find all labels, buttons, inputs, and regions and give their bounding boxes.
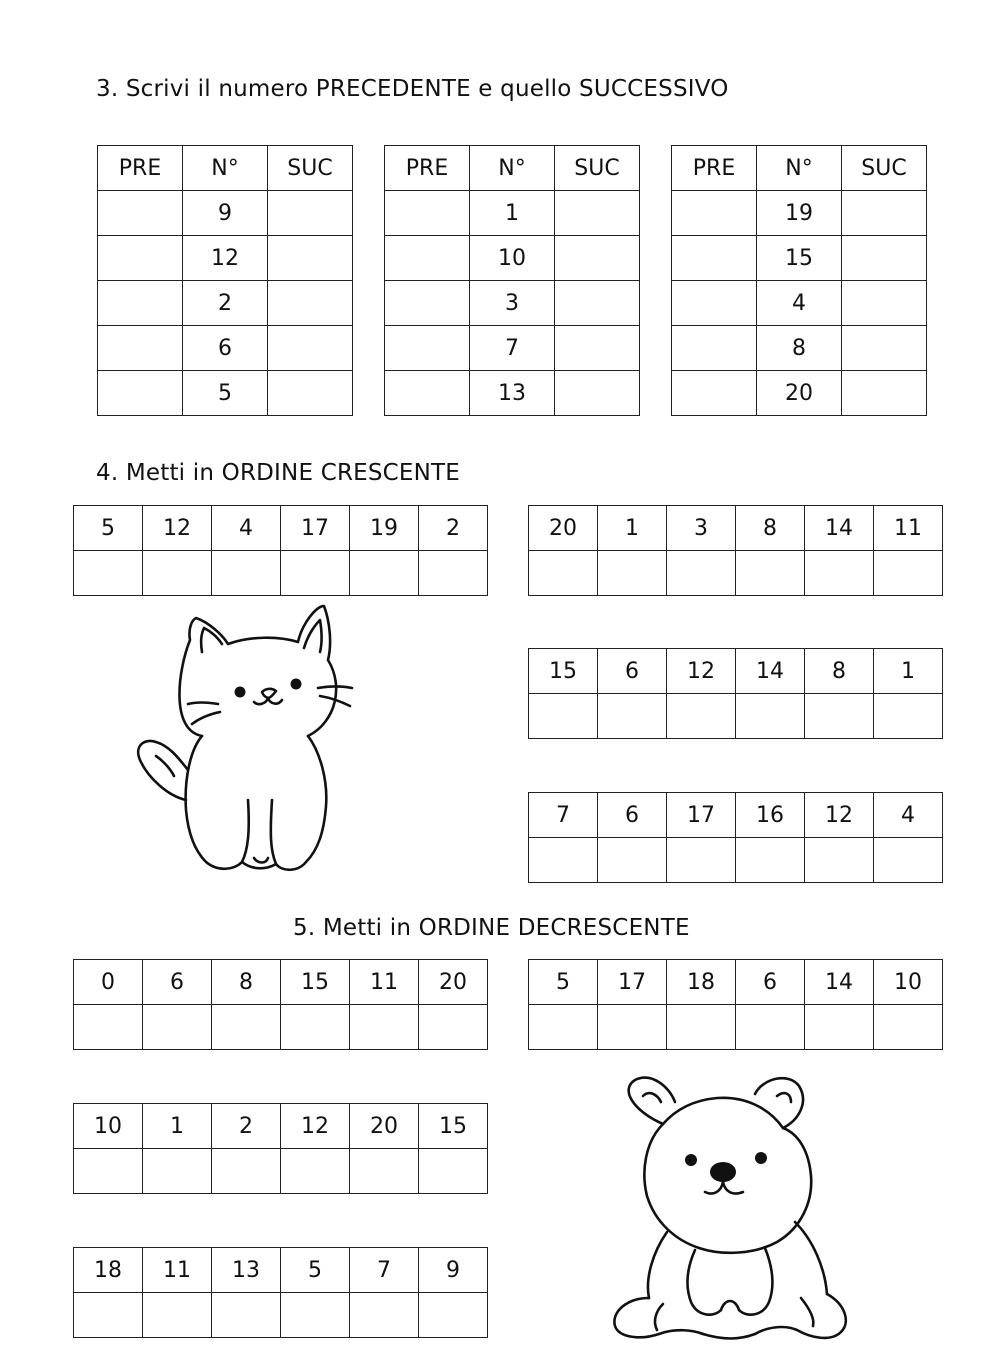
number-header: N° [757,146,842,191]
answer-cell[interactable] [529,838,598,883]
number-cell: 5 [281,1248,350,1293]
number-cell: 20 [350,1104,419,1149]
answer-cell[interactable] [281,1149,350,1194]
number-cell: 15 [281,960,350,1005]
cat-drawing [130,600,370,875]
suc-answer-cell[interactable] [268,371,353,416]
pre-answer-cell[interactable] [98,191,183,236]
suc-answer-cell[interactable] [555,371,640,416]
given-number-cell: 4 [757,281,842,326]
pre-answer-cell[interactable] [672,191,757,236]
number-cell: 3 [667,506,736,551]
ascending-row-3 [528,648,943,739]
number-cell: 12 [805,793,874,838]
number-cell: 14 [736,649,805,694]
given-number-cell: 10 [470,236,555,281]
pre-answer-cell[interactable] [98,371,183,416]
answer-cell[interactable] [74,1149,143,1194]
number-cell: 0 [74,960,143,1005]
answer-cell[interactable] [74,1005,143,1050]
answer-cell[interactable] [281,1005,350,1050]
descending-row-2 [528,959,943,1050]
pre-answer-cell[interactable] [385,236,470,281]
suc-answer-cell[interactable] [268,191,353,236]
answer-cell[interactable] [529,1005,598,1050]
answer-cell[interactable] [598,694,667,739]
suc-answer-cell[interactable] [842,191,927,236]
number-cell: 5 [529,960,598,1005]
answer-cell[interactable] [350,551,419,596]
answer-cell[interactable] [529,551,598,596]
pre-answer-cell[interactable] [672,236,757,281]
number-cell: 14 [805,506,874,551]
answer-cell[interactable] [212,551,281,596]
number-cell: 16 [736,793,805,838]
answer-cell[interactable] [805,694,874,739]
number-cell: 15 [419,1104,488,1149]
answer-cell[interactable] [736,1005,805,1050]
suc-answer-cell[interactable] [842,281,927,326]
number-cell: 7 [529,793,598,838]
number-cell: 4 [212,506,281,551]
number-cell: 2 [419,506,488,551]
number-cell: 11 [874,506,943,551]
answer-cell[interactable] [667,551,736,596]
given-number-cell: 20 [757,371,842,416]
answer-cell[interactable] [212,1149,281,1194]
pre-answer-cell[interactable] [672,326,757,371]
number-cell: 6 [143,960,212,1005]
exercise-4-title: 4. Metti in ORDINE CRESCENTE [96,460,461,486]
answer-cell[interactable] [667,1005,736,1050]
pre-answer-cell[interactable] [385,371,470,416]
suc-answer-cell[interactable] [555,191,640,236]
answer-cell[interactable] [350,1005,419,1050]
number-cell: 10 [874,960,943,1005]
number-header: N° [470,146,555,191]
answer-cell[interactable] [736,694,805,739]
answer-cell[interactable] [74,551,143,596]
number-cell: 8 [212,960,281,1005]
number-cell: 11 [143,1248,212,1293]
answer-cell[interactable] [874,694,943,739]
number-cell: 12 [143,506,212,551]
number-cell: 1 [143,1104,212,1149]
answer-cell[interactable] [350,1293,419,1338]
ascending-row-2 [528,505,943,596]
pre-header: PRE [385,146,470,191]
number-cell: 18 [667,960,736,1005]
pre-answer-cell[interactable] [385,281,470,326]
suc-answer-cell[interactable] [555,326,640,371]
number-cell: 20 [419,960,488,1005]
answer-cell[interactable] [419,1005,488,1050]
number-cell: 8 [736,506,805,551]
number-cell: 7 [350,1248,419,1293]
answer-cell[interactable] [667,694,736,739]
number-cell: 4 [874,793,943,838]
answer-cell[interactable] [212,1293,281,1338]
suc-answer-cell[interactable] [842,371,927,416]
answer-cell[interactable] [598,838,667,883]
answer-cell[interactable] [805,1005,874,1050]
pre-answer-cell[interactable] [98,281,183,326]
suc-answer-cell[interactable] [555,236,640,281]
number-cell: 2 [212,1104,281,1149]
number-cell: 17 [281,506,350,551]
given-number-cell: 7 [470,326,555,371]
answer-cell[interactable] [281,551,350,596]
answer-cell[interactable] [874,551,943,596]
answer-cell[interactable] [736,838,805,883]
pre-header: PRE [98,146,183,191]
descending-row-3 [73,1103,488,1194]
given-number-cell: 13 [470,371,555,416]
answer-cell[interactable] [598,551,667,596]
answer-cell[interactable] [736,551,805,596]
pre-answer-cell[interactable] [98,326,183,371]
pre-suc-table-1 [97,145,353,416]
answer-cell[interactable] [419,1293,488,1338]
answer-cell[interactable] [667,838,736,883]
given-number-cell: 6 [183,326,268,371]
answer-cell[interactable] [419,551,488,596]
answer-cell[interactable] [805,838,874,883]
answer-cell[interactable] [281,1293,350,1338]
given-number-cell: 15 [757,236,842,281]
number-cell: 17 [598,960,667,1005]
number-cell: 9 [419,1248,488,1293]
number-cell: 12 [281,1104,350,1149]
suc-header: SUC [842,146,927,191]
given-number-cell: 2 [183,281,268,326]
given-number-cell: 8 [757,326,842,371]
suc-header: SUC [268,146,353,191]
number-cell: 10 [74,1104,143,1149]
answer-cell[interactable] [529,694,598,739]
suc-answer-cell[interactable] [842,326,927,371]
number-cell: 6 [598,793,667,838]
number-header: N° [183,146,268,191]
number-cell: 6 [736,960,805,1005]
number-cell: 1 [874,649,943,694]
ascending-row-4 [528,792,943,883]
given-number-cell: 5 [183,371,268,416]
answer-cell[interactable] [143,551,212,596]
number-cell: 20 [529,506,598,551]
suc-answer-cell[interactable] [842,236,927,281]
number-cell: 8 [805,649,874,694]
pre-suc-table-3 [671,145,927,416]
number-cell: 18 [74,1248,143,1293]
pre-answer-cell[interactable] [672,371,757,416]
number-cell: 6 [598,649,667,694]
number-cell: 17 [667,793,736,838]
answer-cell[interactable] [74,1293,143,1338]
suc-header: SUC [555,146,640,191]
answer-cell[interactable] [874,1005,943,1050]
suc-answer-cell[interactable] [555,281,640,326]
number-cell: 11 [350,960,419,1005]
suc-answer-cell[interactable] [268,236,353,281]
answer-cell[interactable] [874,838,943,883]
number-cell: 1 [598,506,667,551]
given-number-cell: 19 [757,191,842,236]
pre-answer-cell[interactable] [385,191,470,236]
number-cell: 19 [350,506,419,551]
given-number-cell: 3 [470,281,555,326]
pre-suc-table-2 [384,145,640,416]
answer-cell[interactable] [598,1005,667,1050]
pre-answer-cell[interactable] [385,326,470,371]
bear-drawing [605,1072,855,1342]
suc-answer-cell[interactable] [268,326,353,371]
answer-cell[interactable] [143,1149,212,1194]
number-cell: 5 [74,506,143,551]
descending-row-1 [73,959,488,1050]
suc-answer-cell[interactable] [268,281,353,326]
pre-answer-cell[interactable] [98,236,183,281]
pre-answer-cell[interactable] [672,281,757,326]
number-cell: 13 [212,1248,281,1293]
answer-cell[interactable] [143,1005,212,1050]
answer-cell[interactable] [212,1005,281,1050]
number-cell: 15 [529,649,598,694]
descending-row-4 [73,1247,488,1338]
number-cell: 14 [805,960,874,1005]
pre-header: PRE [672,146,757,191]
given-number-cell: 12 [183,236,268,281]
answer-cell[interactable] [805,551,874,596]
exercise-5-title: 5. Metti in ORDINE DECRESCENTE [293,915,690,941]
ascending-row-1 [73,505,488,596]
exercise-3-title: 3. Scrivi il numero PRECEDENTE e quello SUCCESSIVO [96,76,729,102]
given-number-cell: 9 [183,191,268,236]
answer-cell[interactable] [350,1149,419,1194]
given-number-cell: 1 [470,191,555,236]
number-cell: 12 [667,649,736,694]
answer-cell[interactable] [419,1149,488,1194]
answer-cell[interactable] [143,1293,212,1338]
